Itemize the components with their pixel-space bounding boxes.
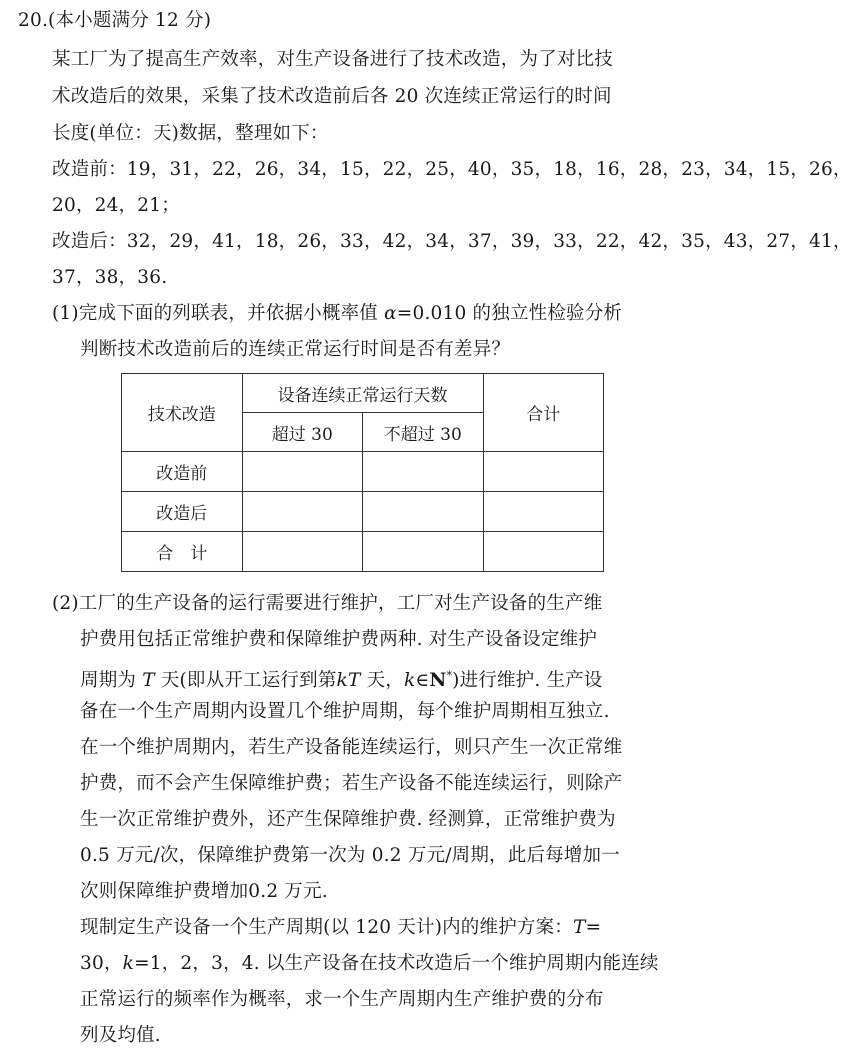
- table-group-header: 设备连续正常运行天数: [242, 374, 483, 413]
- after-data-line-2: 37，38，36.: [52, 267, 168, 288]
- plan-l2-b: =1，2，3，4. 以生产设备在技术改造后一个维护周期内能连续: [134, 953, 659, 974]
- plan-line-2: [80, 951, 659, 977]
- contingency-table: [121, 373, 604, 572]
- table-cell: [483, 492, 603, 532]
- part1-line-1: [52, 301, 622, 327]
- part2-line-8: 0.5 万元/次，保障维护费第一次为 0.2 万元/周期，此后每增加一: [80, 845, 620, 866]
- var-k: k: [122, 953, 135, 974]
- part2-l3-e: )进行维护. 生产设: [452, 670, 603, 691]
- table-cell: [483, 452, 603, 492]
- element-of-symbol: ∈: [415, 670, 430, 691]
- part2-line-7: 生一次正常维护费外，还产生保障维护费. 经测算，正常维护费为: [80, 809, 616, 830]
- table-cell: [483, 532, 603, 572]
- table-row-label: 改造后: [122, 492, 243, 532]
- part2-l3-c: 天，: [360, 670, 404, 691]
- var-k: k: [404, 670, 416, 691]
- before-data-line-1: 改造前：19，31，22，26，34，15，22，25，40，35，18，16，28，23，34，15，26，: [52, 159, 852, 180]
- table-cell: [242, 492, 362, 532]
- intro-line-1: 某工厂为了提高生产效率，对生产设备进行了技术改造，为了对比技: [52, 49, 614, 70]
- part1-text-b: =0.010 的独立性检验分析: [396, 303, 623, 324]
- table-corner-header: 技术改造: [122, 374, 243, 452]
- natural-numbers-symbol: N: [429, 670, 447, 691]
- table-cell: [363, 452, 483, 492]
- var-T: T: [573, 917, 586, 938]
- part1-line-2: 判断技术改造前后的连续正常运行时间是否有差异？: [80, 339, 511, 360]
- alpha-symbol: α: [384, 303, 397, 324]
- part2-line-5: 在一个维护周期内，若生产设备能连续运行，则只产生一次正常维: [80, 737, 623, 758]
- table-row: [122, 492, 604, 532]
- problem-number-line: 20.(本小题满分 12 分): [18, 10, 212, 31]
- table-row: [122, 532, 604, 572]
- part2-line-9: 次则保障维护费增加0.2 万元.: [80, 881, 328, 902]
- plan-line-4: 列及均值.: [80, 1025, 161, 1046]
- plan-l2-a: 30，: [80, 953, 123, 974]
- intro-line-3: 长度(单位：天)数据，整理如下：: [52, 123, 329, 144]
- table-row-label: 改造前: [122, 452, 243, 492]
- var-T: T: [347, 670, 361, 691]
- table-row: [122, 452, 604, 492]
- part2-l3-b: 天(即从开工运行到第: [154, 670, 337, 691]
- table-total-header: 合计: [483, 374, 603, 452]
- table-cell: [363, 532, 483, 572]
- table-col-not-over-30: 不超过 30: [363, 413, 483, 452]
- table-cell: [242, 452, 362, 492]
- part2-l3-a: 周期为: [80, 670, 143, 691]
- plan-l1-a: 现制定生产设备一个生产周期(以 120 天计)内的维护方案：: [80, 917, 574, 938]
- plan-line-3: 正常运行的频率作为概率，求一个生产周期内生产维护费的分布: [80, 989, 604, 1010]
- table-cell: [242, 532, 362, 572]
- plan-l1-b: =: [585, 917, 602, 938]
- part2-line-1: (2)工厂的生产设备的运行需要进行维护，工厂对生产设备的生产维: [52, 593, 603, 614]
- var-T: T: [142, 670, 155, 691]
- plan-line-1: [80, 915, 601, 941]
- intro-line-2: 术改造后的效果，采集了技术改造前后各 20 次连续正常运行的时间: [52, 86, 612, 107]
- part2-line-2: 护费用包括正常维护费和保障维护费两种. 对生产设备设定维护: [80, 629, 598, 650]
- part2-line-4: 备在一个生产周期内设置几个维护周期，每个维护周期相互独立.: [80, 701, 610, 722]
- before-data-line-2: 20，24，21；: [52, 195, 180, 216]
- part1-text-a: (1)完成下面的列联表，并依据小概率值: [52, 303, 385, 324]
- star-superscript: *: [446, 669, 453, 682]
- table-row-label: 合 计: [122, 532, 243, 572]
- table-col-over-30: 超过 30: [242, 413, 362, 452]
- after-data-line-1: 改造后：32，29，41，18，26，33，42，34，37，39，33，22，42，35，43，27，41，: [52, 231, 852, 252]
- var-k: k: [336, 670, 348, 691]
- part2-line-6: 护费，而不会产生保障维护费；若生产设备不能连续运行，则除产: [80, 773, 623, 794]
- table-cell: [363, 492, 483, 532]
- part2-line-3: [80, 663, 603, 694]
